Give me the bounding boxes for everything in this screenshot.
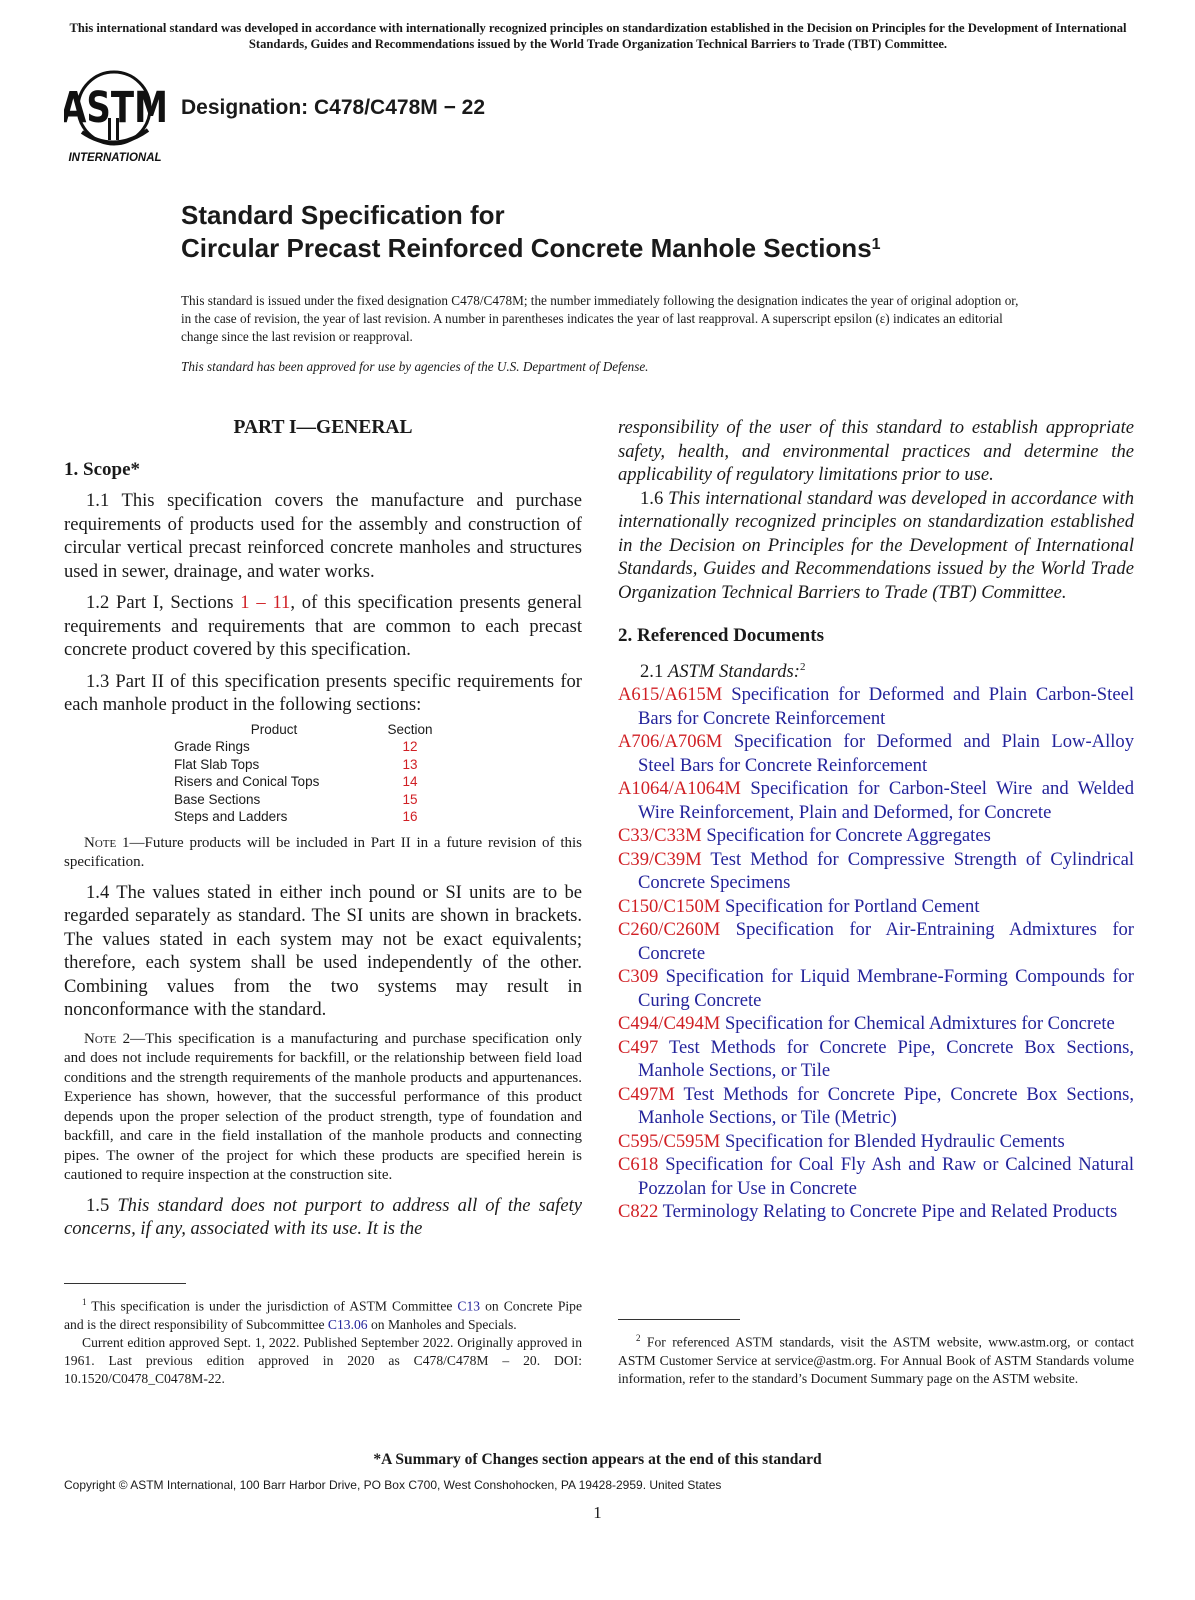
- reference-code-link[interactable]: C497: [618, 1036, 659, 1058]
- table-row: Grade Rings 12: [174, 738, 446, 756]
- reference-code-link[interactable]: C494/C494M: [618, 1013, 721, 1035]
- section-link-1[interactable]: 1: [240, 592, 250, 613]
- reference-title-link[interactable]: Specification for Air-Entraining Admixtures for Concrete: [638, 919, 1134, 964]
- reference-item: [618, 1130, 1134, 1154]
- para-1-5-continued: responsibility of the user of this standard to establish appropriate safety, health, and environmental practices and determine the applicability of regulatory limitations prior to use.: [618, 417, 1134, 485]
- copyright: Copyright © ASTM International, 100 Barr Harbor Drive, PO Box C700, West Conshohocken, PA 19428-2959. United States: [64, 1478, 722, 1492]
- reference-title-link[interactable]: Test Methods for Concrete Pipe, Concrete Box Sections, Manhole Sections, or Tile (Metric): [638, 1083, 1135, 1129]
- reference-code-link[interactable]: C33/C33M: [618, 825, 702, 847]
- table-row: Base Sections 15: [174, 791, 446, 809]
- reference-code-link[interactable]: C260/C260M: [618, 919, 721, 941]
- footnote-2: $^2$ For referenced ASTM standards, visit the ASTM website, www.astm.org, or contact ASTM Customer Service at service@astm.org. For Annual Book of ASTM Standards volume information, refer to the standard’s Document Summary page on the ASTM website.: [618, 1333, 1134, 1386]
- logo-text: ASTM: [64, 83, 168, 134]
- dod-statement: This standard has been approved for use by agencies of the U.S. Department of Defense.: [181, 359, 649, 374]
- section-link-11[interactable]: 11: [272, 592, 291, 613]
- footnote-1: $^1$ This specification is under the jurisdiction of ASTM Committee C13 on Concrete Pipe and is the direct responsibility of Subcommittee C13.06 on Manholes and Specials. Current edition approved Sept. 1, 2022. Published September 2022. Originally approved in 1961. Last previous edition approved in 2020 as C478/C478M – 20. DOI: 10.1520/C0478_C0478M-22.: [64, 1297, 582, 1386]
- reference-title-link[interactable]: Specification for Carbon-Steel Wire and Welded Wire Reinforcement, Plain and Deformed, for Concrete: [638, 778, 1134, 823]
- footnote-ref-2[interactable]: 2: [799, 660, 806, 673]
- reference-item: [618, 683, 1134, 730]
- summary-of-changes-note: *A Summary of Changes section appears at the end of this standard: [373, 1451, 822, 1468]
- reference-title-link[interactable]: Specification for Portland Cement: [724, 895, 980, 917]
- reference-title-link[interactable]: Test Methods for Concrete Pipe, Concrete Box Sections, Manhole Sections, or Tile: [638, 1036, 1135, 1082]
- title-line1: Standard Specification for: [181, 200, 505, 230]
- reference-code-link[interactable]: A1064/A1064M: [618, 778, 741, 800]
- reference-item: [618, 1036, 1134, 1083]
- page-title: [181, 199, 881, 265]
- reference-title-link[interactable]: Terminology Relating to Concrete Pipe and Related Products: [662, 1201, 1118, 1223]
- right-column: [618, 416, 1134, 1224]
- issued-statement: This standard is issued under the fixed designation C478/C478M; the number immediately following the designation indicates the year of original adoption or, in the case of revision, the year of last revision. A number in parentheses indicates the year of last reapproval. A superscript epsilon (ε) indicates an editorial change since the last revision or reapproval.: [181, 293, 1019, 344]
- section-link[interactable]: 16: [402, 809, 418, 824]
- reference-item: [618, 777, 1134, 824]
- reference-item: [618, 965, 1134, 1012]
- wto-notice: This international standard was developed in accordance with internationally recognized principles on standardization established in the Decision on Principles for the Development of International Standards, Guides and Recommendations issued by the World Trade Organization Technical Barriers to Trade (TBT) Committee.: [69, 21, 1127, 51]
- section-heading-referenced-documents: 2. Referenced Documents: [618, 625, 824, 646]
- logo-sub: INTERNATIONAL: [68, 152, 162, 164]
- product-table: [174, 721, 446, 826]
- astm-logo-icon: [64, 70, 168, 166]
- footnote-divider-left: [64, 1283, 186, 1284]
- section-link[interactable]: 15: [402, 791, 418, 807]
- subcommittee-link[interactable]: C13.06: [327, 1316, 368, 1332]
- section-link[interactable]: 12: [402, 739, 418, 754]
- astm-logo: [64, 70, 168, 166]
- reference-code-link[interactable]: C309: [618, 966, 659, 988]
- note-1: Note 1—Future products will be included in Part II in a future revision of this specification.: [64, 834, 583, 870]
- table-row: Steps and Ladders 16: [174, 808, 446, 826]
- title-line2: Circular Precast Reinforced Concrete Manhole Sections$^1$: [181, 233, 881, 263]
- title-footnote-ref[interactable]: 1: [871, 236, 881, 253]
- reference-code-link[interactable]: C822: [618, 1201, 659, 1223]
- reference-item: [618, 848, 1134, 895]
- edition-info: Current edition approved Sept. 1, 2022. Published September 2022. Originally approved in 1961. Last previous edition approved in 2020 as C478/C478M – 20. DOI: 10.1520/C0478_C0478M-22.: [64, 1334, 582, 1386]
- section-link[interactable]: 14: [402, 774, 418, 789]
- para-1-4: 1.4 The values stated in either inch pound or SI units are to be regarded separately as standard. The SI units are shown in brackets. The values stated in each system may not be exact equivalents; therefore, each system shall be used independently of the other. Combining values from the two systems may result in nonconformance with the standard.: [64, 881, 582, 1020]
- table-header-product: Product: [250, 721, 298, 737]
- reference-title-link[interactable]: Specification for Deformed and Plain Carbon-Steel Bars for Concrete Reinforcement: [638, 684, 1134, 729]
- table-row: Risers and Conical Tops 14: [174, 773, 446, 791]
- reference-code-link[interactable]: C150/C150M: [618, 895, 721, 917]
- para-1-6: 1.6 This international standard was developed in accordance with internationally recognized principles on standardization established in the Decision on Principles for the Development of International Standards, Guides and Recommendations issued by the World Trade Organization Technical Barriers to Trade (TBT) Committee.: [618, 487, 1135, 603]
- para-1-3: 1.3 Part II of this specification presents specific requirements for each manhole product in the following sections:: [64, 670, 582, 715]
- footnote-divider-right: [618, 1319, 740, 1320]
- table-header-section: Section: [387, 721, 433, 737]
- reference-item: [618, 895, 1134, 919]
- reference-code-link[interactable]: C497M: [618, 1083, 675, 1105]
- reference-code-link[interactable]: C595/C595M: [618, 1130, 721, 1152]
- reference-title-link[interactable]: Specification for Liquid Membrane-Forming Compounds for Curing Concrete: [638, 966, 1134, 1011]
- table-row: Flat Slab Tops 13: [174, 756, 446, 774]
- para-1-5: 1.5 This standard does not purport to address all of the safety concerns, if any, associated with its use. It is the: [64, 1194, 583, 1239]
- reference-title-link[interactable]: Specification for Concrete Aggregates: [706, 825, 991, 847]
- reference-title-link[interactable]: Specification for Coal Fly Ash and Raw or Calcined Natural Pozzolan for Use in Concrete: [638, 1154, 1134, 1199]
- reference-title-link[interactable]: Test Method for Compressive Strength of Cylindrical Concrete Specimens: [638, 848, 1134, 894]
- para-1-1: 1.1 This specification covers the manufacture and purchase requirements of products used for the assembly and construction of circular vertical precast reinforced concrete manholes and structures used in sewer, drainage, and water works.: [64, 490, 582, 582]
- reference-item: [618, 824, 1134, 848]
- reference-code-link[interactable]: A615/A615M: [618, 684, 723, 706]
- para-1-2: 1.2 Part I, Sections 1 – 11, of this specification presents general requirements and requirements that are common to each precast concrete product covered by this specification.: [64, 592, 582, 660]
- reference-title-link[interactable]: Specification for Blended Hydraulic Cements: [724, 1130, 1065, 1152]
- committee-link[interactable]: C13: [457, 1298, 481, 1314]
- reference-item: [618, 1200, 1134, 1224]
- reference-title-link[interactable]: Specification for Deformed and Plain Low-Alloy Steel Bars for Concrete Reinforcement: [638, 731, 1134, 776]
- reference-item: [618, 918, 1134, 965]
- reference-list: [618, 683, 1134, 1224]
- reference-item: [618, 1083, 1134, 1130]
- left-column: [64, 416, 582, 1249]
- reference-item: [618, 1153, 1134, 1200]
- astm-standards-label: 2.1 ASTM Standards:$^2$: [640, 660, 806, 682]
- part-heading: PART I—GENERAL: [233, 417, 413, 438]
- reference-code-link[interactable]: A706/A706M: [618, 731, 723, 753]
- reference-title-link[interactable]: Specification for Chemical Admixtures for Concrete: [724, 1013, 1115, 1035]
- reference-code-link[interactable]: C39/C39M: [618, 848, 702, 870]
- page-number: 1: [593, 1503, 602, 1522]
- section-heading-scope: 1. Scope*: [64, 458, 140, 480]
- note-2: Note 2—This specification is a manufacturing and purchase specification only and does not include requirements for backfill, or the relationship between field load conditions and the strength requirements of the manhole products and appurtenances. Experience has shown, however, that the successful performance of this product depends upon the proper selection of the product strength, type of foundation and backfill, and care in the field installation of the manhole products and connecting pipes. The owner of the project for which these products are specified herein is cautioned to require inspection at the construction site.: [64, 1030, 582, 1183]
- reference-item: [618, 730, 1134, 777]
- section-link[interactable]: 13: [402, 756, 418, 772]
- reference-item: [618, 1012, 1134, 1036]
- reference-code-link[interactable]: C618: [618, 1154, 659, 1176]
- designation: Designation: C478/C478M − 22: [181, 96, 486, 119]
